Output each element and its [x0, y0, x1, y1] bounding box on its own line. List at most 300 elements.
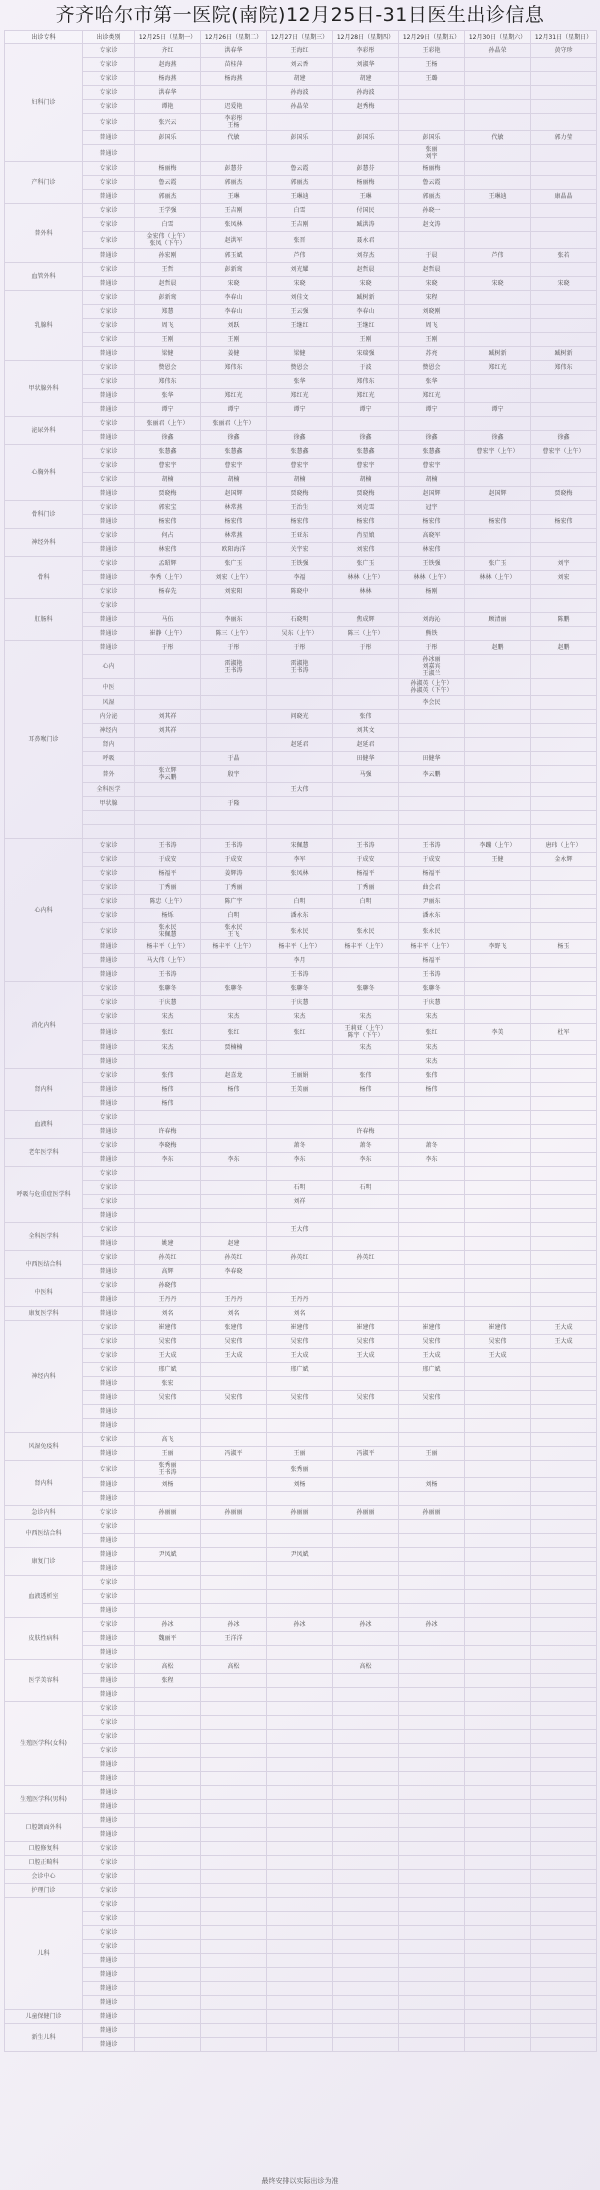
doctor-cell: 刘跃 [201, 319, 267, 333]
doctor-cell: 邢广斌 [135, 1363, 201, 1377]
clinic-type-cell: 普通诊 [83, 403, 135, 417]
table-row [5, 599, 597, 613]
doctor-cell [465, 783, 531, 797]
table-row [5, 204, 597, 218]
doctor-cell: 代敏 [201, 131, 267, 145]
doctor-cell [333, 1674, 399, 1688]
doctor-cell [531, 86, 597, 100]
column-header: 12月30日（星期六） [465, 31, 531, 44]
doctor-cell: 宋杰 [267, 1010, 333, 1024]
doctor-cell: 郭玉斌 [201, 249, 267, 263]
doctor-cell [465, 529, 531, 543]
clinic-type-cell: 专家诊 [83, 1349, 135, 1363]
doctor-cell: 张华 [399, 375, 465, 389]
clinic-type-cell: 肾内 [83, 738, 135, 752]
doctor-cell [465, 1461, 531, 1478]
doctor-cell [201, 679, 267, 696]
table-row [5, 867, 597, 881]
doctor-cell [201, 954, 267, 968]
clinic-type-cell: 专家诊 [83, 923, 135, 940]
doctor-cell: 吴宏伟 [135, 1335, 201, 1349]
doctor-cell: 白明 [267, 895, 333, 909]
table-row [5, 1209, 597, 1223]
doctor-cell [201, 1576, 267, 1590]
doctor-cell [399, 1307, 465, 1321]
clinic-type-cell: 普通诊 [83, 131, 135, 145]
doctor-cell: 刘祥 [267, 1195, 333, 1209]
doctor-cell: 王学强 [135, 204, 201, 218]
doctor-cell [267, 1237, 333, 1251]
table-row [5, 641, 597, 655]
department-cell: 风湿免疫科 [5, 1433, 83, 1461]
doctor-cell: 王书涛 [333, 839, 399, 853]
doctor-cell [333, 1702, 399, 1716]
doctor-cell [333, 825, 399, 839]
doctor-cell: 张若 [531, 249, 597, 263]
doctor-cell: 曲会君 [399, 881, 465, 895]
clinic-type-cell: 普通诊 [83, 1548, 135, 1562]
table-row [5, 543, 597, 557]
doctor-cell [201, 86, 267, 100]
doctor-cell [531, 1377, 597, 1391]
doctor-cell [465, 1492, 531, 1506]
doctor-cell: 曹宏宇 [267, 459, 333, 473]
doctor-cell: 孙冰 [399, 1618, 465, 1632]
doctor-cell: 崔建伟 [267, 1321, 333, 1335]
clinic-type-cell: 专家诊 [83, 853, 135, 867]
doctor-cell: 高飞 [135, 1433, 201, 1447]
doctor-cell [399, 724, 465, 738]
doctor-cell [201, 1363, 267, 1377]
doctor-cell [333, 1209, 399, 1223]
table-row [5, 710, 597, 724]
doctor-cell: 于庆慧 [135, 996, 201, 1010]
doctor-cell [267, 1898, 333, 1912]
doctor-cell [465, 1814, 531, 1828]
doctor-cell: 马伍 [135, 613, 201, 627]
doctor-cell: 赵文涛 [399, 218, 465, 232]
doctor-cell: 孙晓伟 [135, 1279, 201, 1293]
doctor-cell [201, 1996, 267, 2010]
doctor-cell: 宋杰 [135, 1041, 201, 1055]
doctor-cell [333, 954, 399, 968]
doctor-cell: 孙冰 [333, 1618, 399, 1632]
clinic-type-cell: 专家诊 [83, 86, 135, 100]
doctor-cell: 李晓梅 [135, 1139, 201, 1153]
doctor-cell [267, 1884, 333, 1898]
clinic-type-cell: 专家诊 [83, 1856, 135, 1870]
doctor-cell [267, 1111, 333, 1125]
doctor-cell [465, 1730, 531, 1744]
doctor-cell: 崔建伟 [399, 1321, 465, 1335]
doctor-cell [531, 1786, 597, 1800]
doctor-cell: 张永民 [399, 923, 465, 940]
doctor-cell: 邢广斌 [267, 1363, 333, 1377]
doctor-cell [531, 738, 597, 752]
doctor-cell: 陈鹏 [531, 613, 597, 627]
table-row [5, 1139, 597, 1153]
doctor-cell [135, 752, 201, 766]
doctor-cell: 刘名 [267, 1307, 333, 1321]
department-cell: 护理门诊 [5, 1884, 83, 1898]
doctor-cell [135, 1870, 201, 1884]
clinic-type-cell: 普通诊 [83, 1391, 135, 1405]
doctor-cell: 吴宏伟 [267, 1335, 333, 1349]
clinic-type-cell: 专家诊 [83, 1251, 135, 1265]
doctor-cell: 林林（上午） [333, 571, 399, 585]
doctor-cell: 李云鹏 [399, 766, 465, 783]
doctor-cell [399, 738, 465, 752]
doctor-cell [201, 1786, 267, 1800]
doctor-cell: 杨玉 [531, 940, 597, 954]
doctor-cell: 杨丰平（上午） [135, 940, 201, 954]
doctor-cell: 臧洪涛 [333, 218, 399, 232]
doctor-cell [465, 100, 531, 114]
table-row [5, 1646, 597, 1660]
doctor-cell [399, 1125, 465, 1139]
doctor-cell: 赵建 [201, 1237, 267, 1251]
table-row [5, 766, 597, 783]
doctor-cell [201, 1461, 267, 1478]
clinic-type-cell: 普通诊 [83, 1041, 135, 1055]
doctor-cell [531, 1125, 597, 1139]
doctor-cell [267, 1968, 333, 1982]
doctor-cell: 杨福平 [135, 867, 201, 881]
doctor-cell [135, 1926, 201, 1940]
table-row [5, 1492, 597, 1506]
doctor-cell [531, 724, 597, 738]
doctor-cell: 宋晓 [465, 277, 531, 291]
doctor-cell: 彭国乐 [333, 131, 399, 145]
doctor-cell [465, 1674, 531, 1688]
doctor-cell: 郑红光 [267, 389, 333, 403]
doctor-cell: 赞恩会 [267, 361, 333, 375]
doctor-cell: 孙冰 [201, 1618, 267, 1632]
doctor-cell: 郭丽杰 [267, 176, 333, 190]
doctor-cell [201, 1562, 267, 1576]
doctor-cell [267, 2010, 333, 2024]
doctor-cell [333, 2010, 399, 2024]
doctor-cell: 李春山 [201, 291, 267, 305]
doctor-cell [201, 145, 267, 162]
doctor-cell [399, 1461, 465, 1478]
doctor-cell [531, 1842, 597, 1856]
doctor-cell: 赵延君 [333, 738, 399, 752]
doctor-cell: 张广玉 [465, 557, 531, 571]
doctor-cell: 陈晓中 [267, 585, 333, 599]
doctor-cell: 雷淑艳 王书涛 [267, 655, 333, 679]
doctor-cell [465, 417, 531, 431]
doctor-cell: 张丽 刘宇 [399, 145, 465, 162]
clinic-type-cell: 风湿 [83, 696, 135, 710]
clinic-type-cell: 普通诊 [83, 1604, 135, 1618]
doctor-cell: 马大伟（上午） [135, 954, 201, 968]
table-row [5, 1265, 597, 1279]
doctor-cell [333, 1293, 399, 1307]
doctor-cell [135, 738, 201, 752]
clinic-type-cell: 专家诊 [83, 1576, 135, 1590]
doctor-cell: 陈忠（上午） [135, 895, 201, 909]
doctor-cell [531, 996, 597, 1010]
department-cell: 生殖医学科(男科) [5, 1786, 83, 1814]
doctor-cell [531, 968, 597, 982]
doctor-cell: 刘光耀 [267, 263, 333, 277]
table-row [5, 1069, 597, 1083]
doctor-cell: 张慧鑫 [135, 445, 201, 459]
doctor-cell [531, 895, 597, 909]
department-cell: 呼吸与危重症医学科 [5, 1167, 83, 1223]
doctor-cell [267, 1534, 333, 1548]
schedule-body [5, 44, 597, 2052]
doctor-cell: 王大成 [201, 1349, 267, 1363]
table-row [5, 797, 597, 811]
doctor-cell: 邢广斌 [399, 1363, 465, 1377]
doctor-cell [531, 1912, 597, 1926]
doctor-cell [201, 1772, 267, 1786]
doctor-cell [531, 909, 597, 923]
doctor-cell [135, 1604, 201, 1618]
doctor-cell [333, 1478, 399, 1492]
clinic-type-cell: 专家诊 [83, 176, 135, 190]
doctor-cell: 于成安 [135, 853, 201, 867]
doctor-cell: 张慧鑫 [333, 445, 399, 459]
doctor-cell [399, 1940, 465, 1954]
clinic-type-cell: 普通诊 [83, 190, 135, 204]
table-row [5, 2038, 597, 2052]
doctor-cell [201, 710, 267, 724]
doctor-cell [531, 655, 597, 679]
doctor-cell: 王丹丹 [267, 1293, 333, 1307]
table-row [5, 1856, 597, 1870]
clinic-type-cell: 普通诊 [83, 1419, 135, 1433]
doctor-cell [531, 232, 597, 249]
table-row [5, 881, 597, 895]
doctor-cell: 尹丽东 [399, 895, 465, 909]
doctor-cell: 高松 [135, 1660, 201, 1674]
doctor-cell [465, 1856, 531, 1870]
doctor-cell [531, 1293, 597, 1307]
doctor-cell [531, 473, 597, 487]
doctor-cell: 王吉刚 [267, 218, 333, 232]
doctor-cell [465, 1548, 531, 1562]
doctor-cell: 张慧鑫 [399, 445, 465, 459]
doctor-cell [465, 909, 531, 923]
doctor-cell: 张程 [135, 1674, 201, 1688]
doctor-cell: 张伟 [333, 710, 399, 724]
department-cell: 肾内科 [5, 1461, 83, 1506]
doctor-cell: 杨丽梅 [333, 176, 399, 190]
clinic-type-cell: 专家诊 [83, 909, 135, 923]
doctor-cell: 张伟 [333, 1069, 399, 1083]
clinic-type-cell: 普通诊 [83, 1968, 135, 1982]
doctor-cell [333, 1590, 399, 1604]
clinic-type-cell: 普通诊 [83, 613, 135, 627]
clinic-type-cell: 专家诊 [83, 1461, 135, 1478]
doctor-cell: 王丽 [267, 1447, 333, 1461]
department-cell: 甲状腺外科 [5, 361, 83, 417]
department-cell: 肛肠科 [5, 599, 83, 641]
table-row [5, 263, 597, 277]
doctor-cell [531, 333, 597, 347]
doctor-cell [399, 1968, 465, 1982]
clinic-type-cell: 专家诊 [83, 585, 135, 599]
table-row [5, 145, 597, 162]
doctor-cell [333, 1758, 399, 1772]
doctor-cell: 张晋 [267, 232, 333, 249]
clinic-type-cell: 专家诊 [83, 1167, 135, 1181]
department-cell: 骨科 [5, 557, 83, 599]
doctor-cell [399, 1167, 465, 1181]
clinic-type-cell: 普通诊 [83, 1534, 135, 1548]
table-row [5, 1912, 597, 1926]
clinic-type-cell: 专家诊 [83, 1870, 135, 1884]
table-row [5, 1688, 597, 1702]
doctor-cell [465, 1884, 531, 1898]
doctor-cell [399, 1576, 465, 1590]
doctor-cell [399, 1377, 465, 1391]
doctor-cell [531, 752, 597, 766]
doctor-cell [531, 585, 597, 599]
doctor-cell: 吴宏伟 [267, 1391, 333, 1405]
doctor-cell [201, 1433, 267, 1447]
doctor-cell: 李东 [399, 1153, 465, 1167]
department-cell: 神经外科 [5, 529, 83, 557]
table-row [5, 389, 597, 403]
header-row [5, 31, 597, 44]
doctor-cell [465, 1433, 531, 1447]
clinic-type-cell: 专家诊 [83, 557, 135, 571]
doctor-cell [267, 1167, 333, 1181]
doctor-cell: 张丽君（上午） [135, 417, 201, 431]
clinic-type-cell: 普通诊 [83, 1024, 135, 1041]
doctor-cell: 郭丽杰 [399, 190, 465, 204]
department-cell: 耳鼻喉门诊 [5, 641, 83, 839]
doctor-cell [399, 1660, 465, 1674]
clinic-type-cell: 普通诊 [83, 2010, 135, 2024]
doctor-cell: 曹宏宇 [333, 459, 399, 473]
doctor-cell [267, 1646, 333, 1660]
doctor-cell [135, 1842, 201, 1856]
doctor-cell [465, 1195, 531, 1209]
clinic-type-cell: 专家诊 [83, 501, 135, 515]
clinic-type-cell: 普通诊 [83, 641, 135, 655]
doctor-cell: 白明 [333, 895, 399, 909]
doctor-cell: 宋晓 [333, 277, 399, 291]
doctor-cell [465, 1870, 531, 1884]
doctor-cell [531, 1391, 597, 1405]
doctor-cell [201, 1954, 267, 1968]
clinic-type-cell: 专家诊 [83, 1335, 135, 1349]
doctor-cell [333, 599, 399, 613]
table-row [5, 100, 597, 114]
doctor-cell [333, 1377, 399, 1391]
clinic-type-cell: 专家诊 [83, 1139, 135, 1153]
doctor-cell: 杨宏伟 [465, 515, 531, 529]
column-header: 12月26日（星期二） [201, 31, 267, 44]
table-row [5, 1433, 597, 1447]
doctor-cell: 林宏伟 [399, 543, 465, 557]
doctor-cell [531, 1660, 597, 1674]
doctor-cell [465, 1758, 531, 1772]
clinic-type-cell: 专家诊 [83, 839, 135, 853]
doctor-cell [399, 1856, 465, 1870]
doctor-cell [333, 1433, 399, 1447]
doctor-cell [465, 825, 531, 839]
doctor-cell [465, 1055, 531, 1069]
doctor-cell: 杨丽梅 [135, 162, 201, 176]
doctor-cell [465, 881, 531, 895]
doctor-cell [465, 501, 531, 515]
doctor-cell [399, 1548, 465, 1562]
doctor-cell [465, 1912, 531, 1926]
doctor-cell: 曹宏宇 [201, 459, 267, 473]
doctor-cell [201, 1716, 267, 1730]
doctor-cell [267, 752, 333, 766]
doctor-cell: 熊铁 [399, 627, 465, 641]
doctor-cell [267, 1660, 333, 1674]
doctor-cell [135, 655, 201, 679]
doctor-cell [333, 968, 399, 982]
department-cell: 口腔修复科 [5, 1842, 83, 1856]
doctor-cell [465, 2024, 531, 2038]
doctor-cell: 高松 [333, 1660, 399, 1674]
doctor-cell [465, 1125, 531, 1139]
clinic-type-cell: 普通诊 [83, 543, 135, 557]
clinic-type-cell: 专家诊 [83, 1181, 135, 1195]
doctor-cell [333, 1646, 399, 1660]
doctor-cell [531, 783, 597, 797]
doctor-cell: 焦成辉 [333, 613, 399, 627]
doctor-cell [333, 679, 399, 696]
doctor-cell [531, 1898, 597, 1912]
clinic-type-cell: 专家诊 [83, 1433, 135, 1447]
doctor-cell: 宋晓 [267, 277, 333, 291]
doctor-cell [531, 459, 597, 473]
doctor-cell: 王美丽 [267, 1083, 333, 1097]
doctor-cell [465, 473, 531, 487]
doctor-cell [201, 1968, 267, 1982]
table-row [5, 403, 597, 417]
doctor-cell [531, 696, 597, 710]
doctor-cell [465, 1982, 531, 1996]
doctor-cell [201, 1125, 267, 1139]
doctor-cell [399, 1604, 465, 1618]
doctor-cell [531, 1618, 597, 1632]
doctor-cell [399, 825, 465, 839]
table-row [5, 1083, 597, 1097]
doctor-cell: 徐鑫 [399, 431, 465, 445]
doctor-cell: 于成安 [333, 853, 399, 867]
doctor-cell: 孙英红 [135, 1251, 201, 1265]
doctor-cell: 杨刚 [399, 585, 465, 599]
doctor-cell [465, 1069, 531, 1083]
doctor-cell: 张华 [267, 375, 333, 389]
clinic-type-cell: 专家诊 [83, 232, 135, 249]
doctor-cell: 潘永东 [399, 909, 465, 923]
doctor-cell [399, 2024, 465, 2038]
doctor-cell [531, 1884, 597, 1898]
department-cell: 血液透析室 [5, 1576, 83, 1618]
doctor-cell [201, 1940, 267, 1954]
doctor-cell: 田健华 [399, 752, 465, 766]
doctor-cell: 王大成 [399, 1349, 465, 1363]
clinic-type-cell: 普通诊 [83, 1209, 135, 1223]
table-row [5, 1716, 597, 1730]
doctor-cell: 于庆慧 [267, 996, 333, 1010]
table-row [5, 557, 597, 571]
doctor-cell [201, 996, 267, 1010]
doctor-cell [465, 923, 531, 940]
